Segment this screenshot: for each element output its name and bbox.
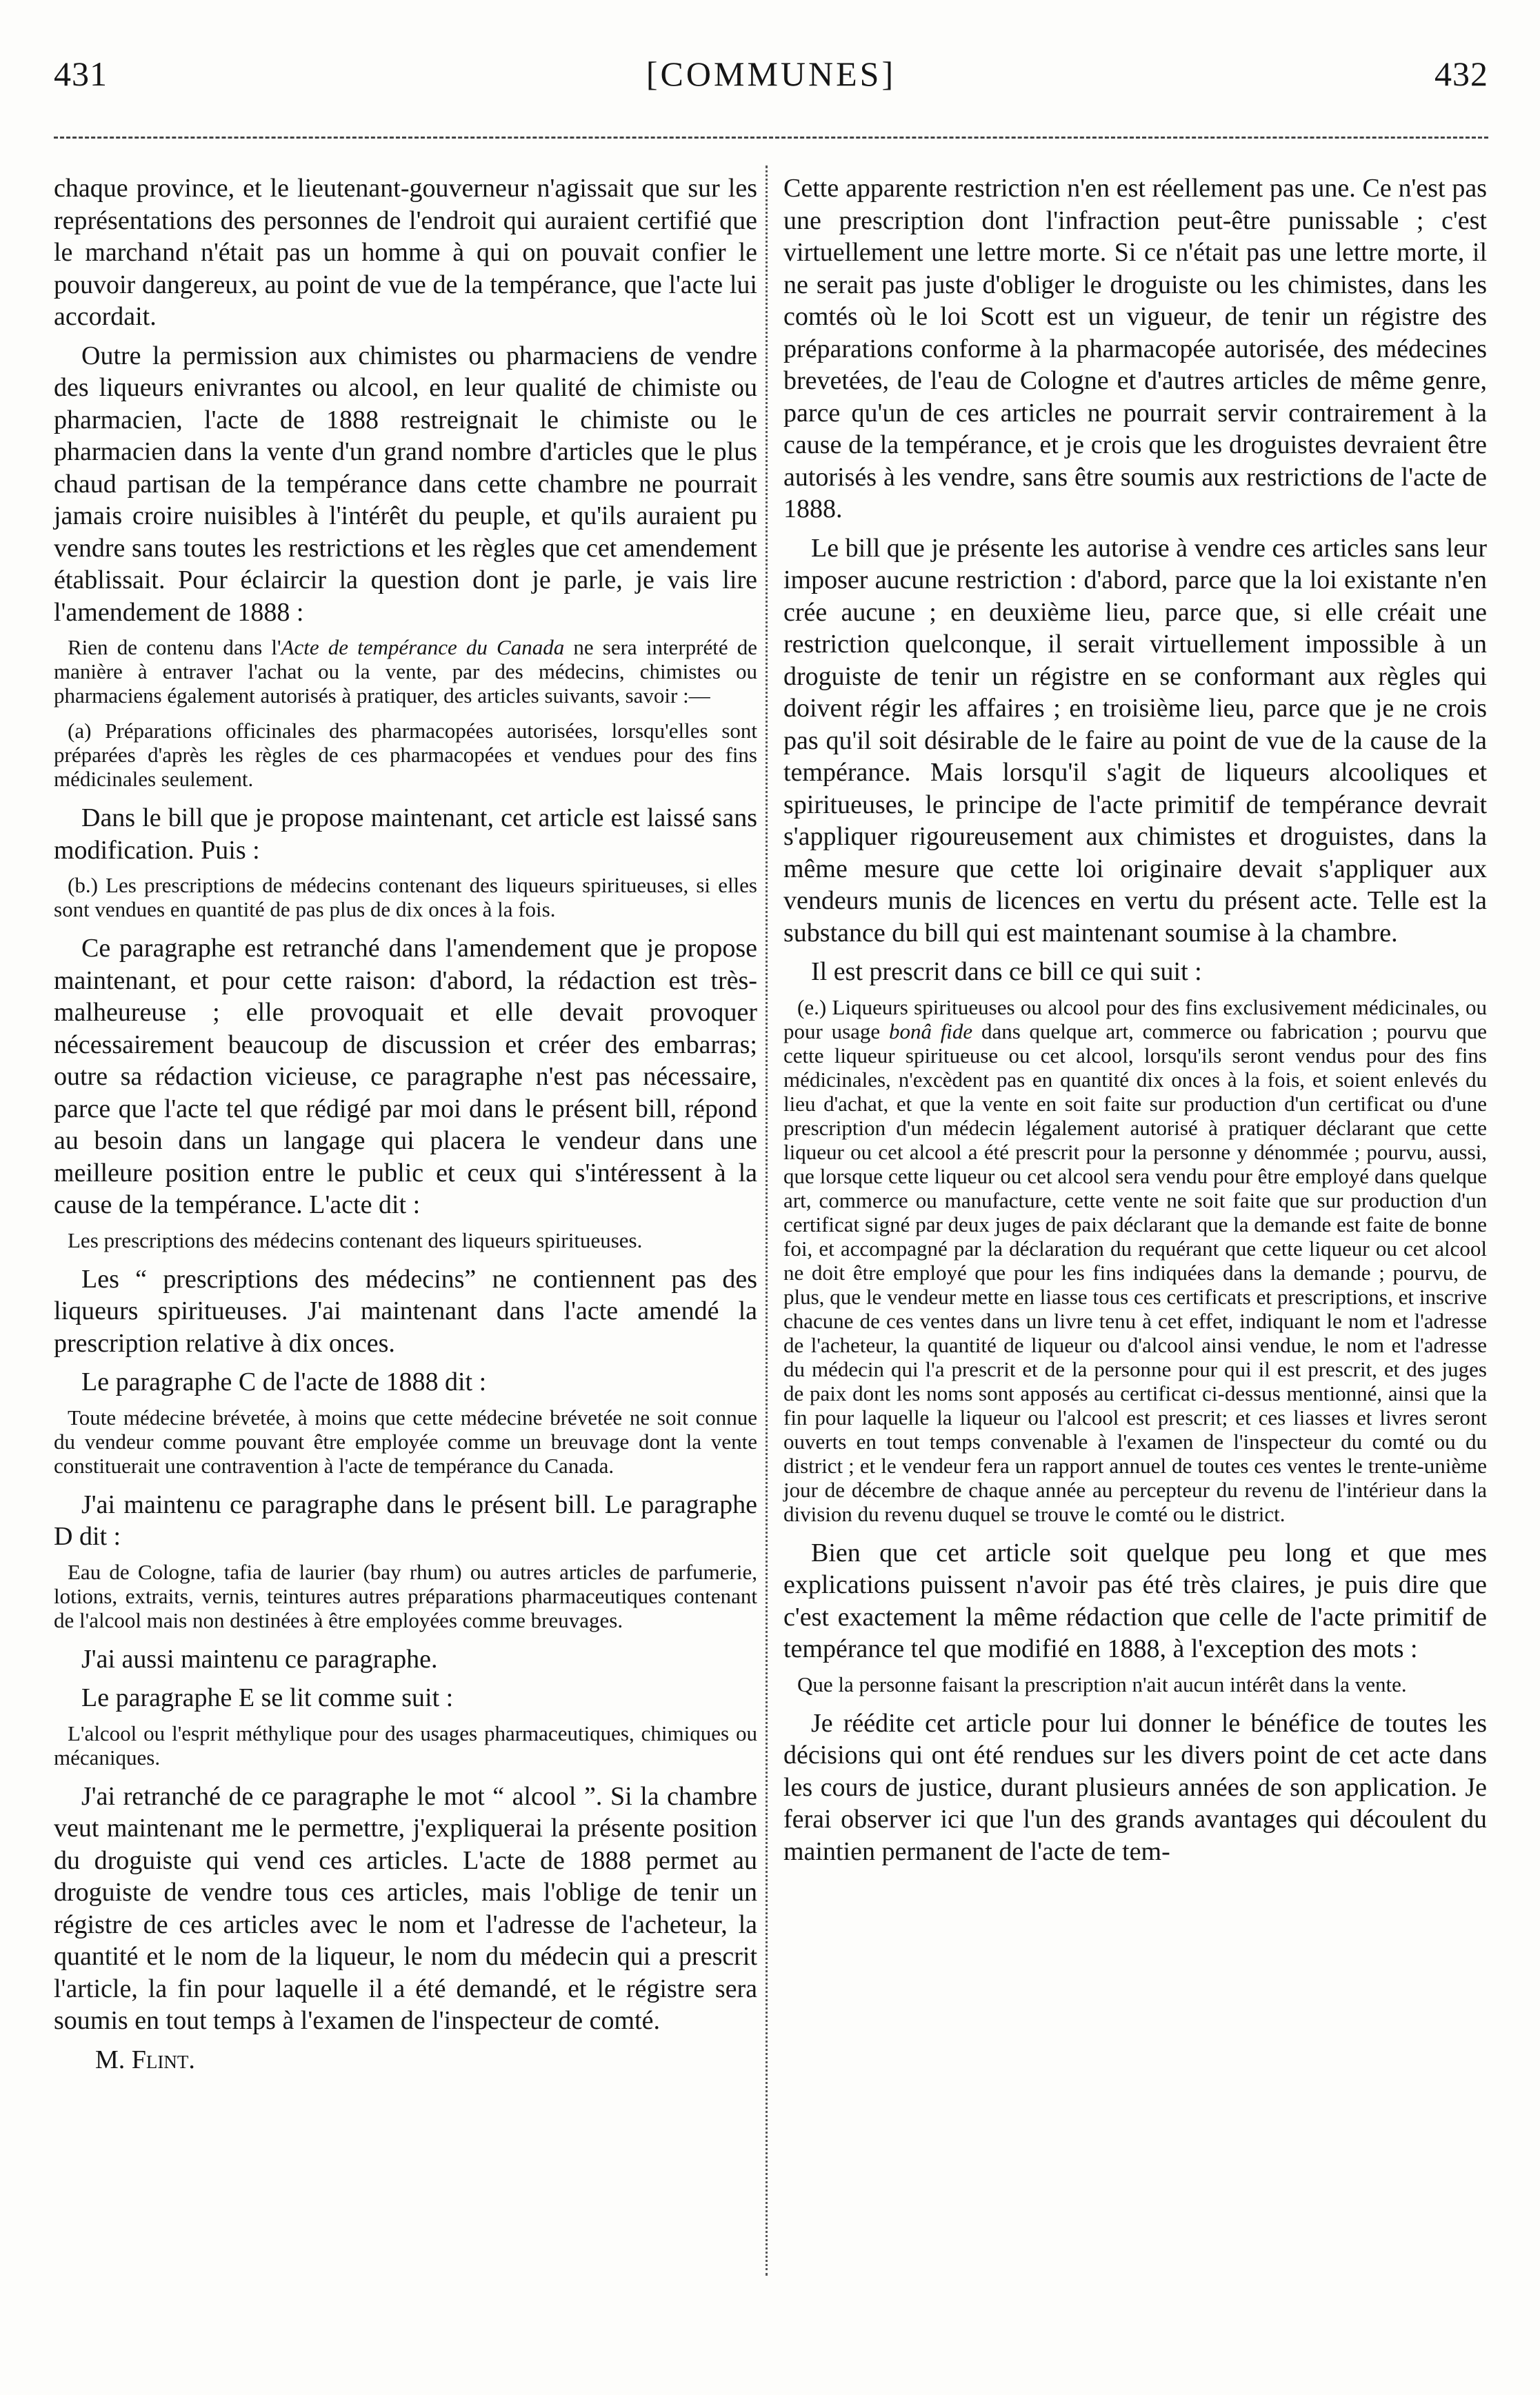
left-column (54, 172, 757, 2076)
quoted-text: Que la personne faisant la prescription n'ait aucun intérêt dans la vente. (797, 1672, 1407, 1696)
quoted-text (783, 995, 1487, 1526)
paragraph: Cette apparente restriction n'en est réellement pas une. Ce n'est pas une prescription dont l'infraction peut-être punissable ; c'est virtuellement une lettre morte. Si ce n'était pas une lettre morte, il ne serait pas juste d'obliger le droguiste ou les chimistes, dans les comtés où le loi Scott est un vigueur, de tenir un régistre des préparations conforme à la pharmacopée autorisée, des médecines brevetées, de l'eau de Cologne et d'autres articles de même genre, parce qu'un de ces articles ne pourrait servir contrairement à la cause de la tempérance, et je crois que les droguistes devraient être autorisés à les vendre, sans être soumis aux restrictions de l'acte de 1888. (783, 174, 1487, 523)
paragraph: Outre la permission aux chimistes ou pharmaciens de vendre des liqueurs enivrantes ou alcool, en leur qualité de chimiste ou pharmacien, l'acte de 1888 restreignait le chimiste ou le pharmacien dans la vente d'un grand nombre d'articles que le plus chaud partisan de la tempérance dans cette chambre ne pourrait jamais croire nuisibles à l'intérêt du peuple, et qu'ils auraient pu vendre sans toutes les restrictions et les règles que cet amendement établissait. Pour éclaircir la question dont je parle, je vais lire l'amendement de 1888 : (54, 341, 757, 627)
paragraph: Il est prescrit dans ce bill ce qui suit : (811, 957, 1202, 986)
quote-text: dans quelque art, commerce ou fabrication ; pourvu que cette liqueur spiritueuse ou cet alcool, lorsqu'ils seront vendus pour des fins médicinales, n'excèdent pas en quantité dix onces à la fois, et soient enlevés du lieu d'achat, et que la vente en soit faite sur production d'un certificat ou d'une prescription d'un médecin légalement autorisé à pratiquer déclarant que cette liqueur ou cet alcool a été prescrit pour la personne y dénommée ; pourvu, aussi, que lorsque cette liqueur ou cet alcool sera vendu pour être employé dans quelque art, commerce ou manufacture, cette vente ne soit faite que sur production d'un certificat signé par deux juges de paix déclarant que la demande est faite de bonne foi, et accompagné par la déclaration du requérant que cette liqueur ou cet alcool ne doit être employé que pour les fins indiquées dans la demande ; pourvu, de plus, que le vendeur mette en liasse tous ces certificats et prescriptions, et inscrive chacune de ces ventes dans un livre tenu à cet effet, indiquant le nom et l'adresse de l'acheteur, la quantité de liqueur ou d'alcool ainsi vendue, le nom et l'adresse du médecin qui l'a prescrit et de la personne pour qui il est prescrit, et des juges de paix dont les noms sont apposés au certificat ci-dessus mentionné, ainsi que la fin pour laquelle la liqueur ou l'alcool est prescrit; et ces liasses et livres seront ouverts en tout temps convenable à l'examen de l'inspecteur du comté ou du district ; et le vendeur fera un rapport annuel de toutes ces ventes le trente-unième jour de décembre de chaque année au percepteur du revenu de l'intérieur dans la division du revenu duquel se trouve le comté ou le district. (783, 1019, 1487, 1526)
quote-text: Rien de contenu dans l' (68, 635, 281, 659)
quoted-text: (a) Préparations officinales des pharmacopées autorisées, lorsqu'elles sont préparées d'après les règles de ces pharmacopées et vendues pour des fins médicinales seulement. (54, 719, 757, 791)
paragraph: Le bill que je présente les autorise à vendre ces articles sans leur imposer aucune restriction : d'abord, parce que la loi existante n'en crée aucune ; en deuxième lieu, parce que, si elle créait une restriction quelconque, il serait virtuellement impossible à un droguiste de tenir un régistre en se conformant aux règles qui doivent régir les affaires ; en troisième lieu, parce que je ne crois pas qu'il soit désirable de le faire au point de vue de la cause de la tempérance. Mais lorsqu'il s'agit de liqueurs alcooliques et spiritueuses, le principe de l'acte primitif de tempérance devrait s'appliquer rigoureusement aux chimistes et droguistes, dans la même mesure que cette loi originaire devait s'appliquer aux vendeurs munis de licences en vertu du présent acte. Telle est la substance du bill qui est maintenant soumise à la chambre. (783, 533, 1487, 948)
paragraph: J'ai aussi maintenu ce paragraphe. (81, 1644, 438, 1674)
quoted-text: Eau de Cologne, tafia de laurier (bay rhum) ou autres articles de parfumerie, lotions, extraits, vernis, teintures autres préparations pharmaceutiques contenant de l'alcool mais non destinées à être employées comme breuvages. (54, 1559, 757, 1632)
paragraph: Bien que cet article soit quelque peu long et que mes explications puissent n'avoir pas été très claires, je puis dire que c'est exactement la même rédaction que celle de l'acte primitif de tempérance tel que modifié en 1888, à l'exception des mots : (783, 1538, 1487, 1663)
paragraph: Les “ prescriptions des médecins” ne contiennent pas des liqueurs spiritueuses. J'ai maintenant dans l'acte amendé la prescription relative à dix onces. (54, 1264, 757, 1358)
quoted-text (54, 635, 757, 708)
quoted-text: Toute médecine brévetée, à moins que cette médecine brévetée ne soit connue du vendeur comme pouvant être employée comme un breuvage dont la vente constituerait une contravention à l'acte de tempérance du Canada. (54, 1405, 757, 1478)
paragraph: Je réédite cet article pour lui donner le bénéfice de toutes les décisions qui ont été rendues sur les divers point de cet acte dans les cours de justice, durant plusieurs années de son application. Je ferai observer ici que l'un des grands avantages qui découlent du maintien permanent de l'acte de tem- (783, 1708, 1487, 1866)
column-divider (766, 166, 768, 2276)
paragraph: J'ai retranché de ce paragraphe le mot “ alcool ”. Si la chambre veut maintenant me le permettre, j'expliquerai la présente position du droguiste qui vend ces articles. L'acte de 1888 permet au droguiste de vendre tous ces articles, mais l'oblige de tenir un régistre de ces articles avec le nom et l'adresse de l'acheteur, la quantité et le nom de la liqueur, le nom du médecin qui a prescrit l'article, la fin pour laquelle il a été demandé, et le régistre sera soumis en tout temps à l'examen de l'inspecteur de comté. (54, 1781, 757, 2035)
right-column (783, 172, 1487, 1874)
paragraph: Le paragraphe E se lit comme suit : (81, 1683, 454, 1712)
running-title: [COMMUNES] (646, 54, 897, 93)
header-rule (54, 137, 1488, 139)
quote-italic: Acte de tempérance du Canada (281, 635, 565, 659)
quoted-text: L'alcool ou l'esprit méthylique pour des usages pharmaceutiques, chimiques ou mécaniques. (54, 1721, 757, 1770)
quote-text: ne sera interprété de manière à entraver l'achat ou la vente, par des médecins, chimistes ou pharmaciens également autorisés à pratiquer, des articles suivants, savoir :— (54, 635, 757, 708)
paragraph: Ce paragraphe est retranché dans l'amendement que je propose maintenant, et pour cette raison: d'abord, la rédaction est très-malheureuse ; elle provoquait et elle devait provoquer nécessairement beaucoup de discussion et créer des embarras; outre sa rédaction vicieuse, ce paragraphe n'est pas nécessaire, parce que l'acte tel que rédigé par moi dans le présent bill, répond au besoin dans un langage qui placera le vendeur dans une meilleure position entre le public et ceux qui s'intéressent à la cause de la tempérance. L'acte dit : (54, 934, 757, 1219)
quote-text: (e.) Liqueurs spiritueuses ou alcool pour des fins exclusivement médicinales, ou pour usage (783, 994, 1487, 1043)
paragraph: chaque province, et le lieutenant-gouverneur n'agissait que sur les représentations des personnes de l'endroit qui auraient certifié que le marchand n'était pas un homme à qui on pouvait confier le pouvoir dangereux, au point de vue de la tempérance, que l'acte lui accordait. (54, 174, 757, 331)
paragraph: Le paragraphe C de l'acte de 1888 dit : (81, 1367, 487, 1396)
speaker-attribution: M. Flint. (95, 2045, 195, 2074)
paragraph: Dans le bill que je propose maintenant, cet article est laissé sans modification. Puis : (54, 803, 757, 865)
paragraph: J'ai maintenu ce paragraphe dans le présent bill. Le paragraphe D dit : (54, 1490, 757, 1551)
page-header (54, 54, 1488, 109)
quote-italic: bonâ fide (888, 1019, 973, 1043)
quoted-text: Les prescriptions des médecins contenant des liqueurs spiritueuses. (68, 1227, 643, 1252)
page-number-right: 432 (1434, 54, 1488, 93)
page-number-left: 431 (54, 54, 108, 93)
quoted-text: (b.) Les prescriptions de médecins contenant des liqueurs spiritueuses, si elles sont vendues en quantité de pas plus de dix onces à la fois. (54, 873, 757, 921)
